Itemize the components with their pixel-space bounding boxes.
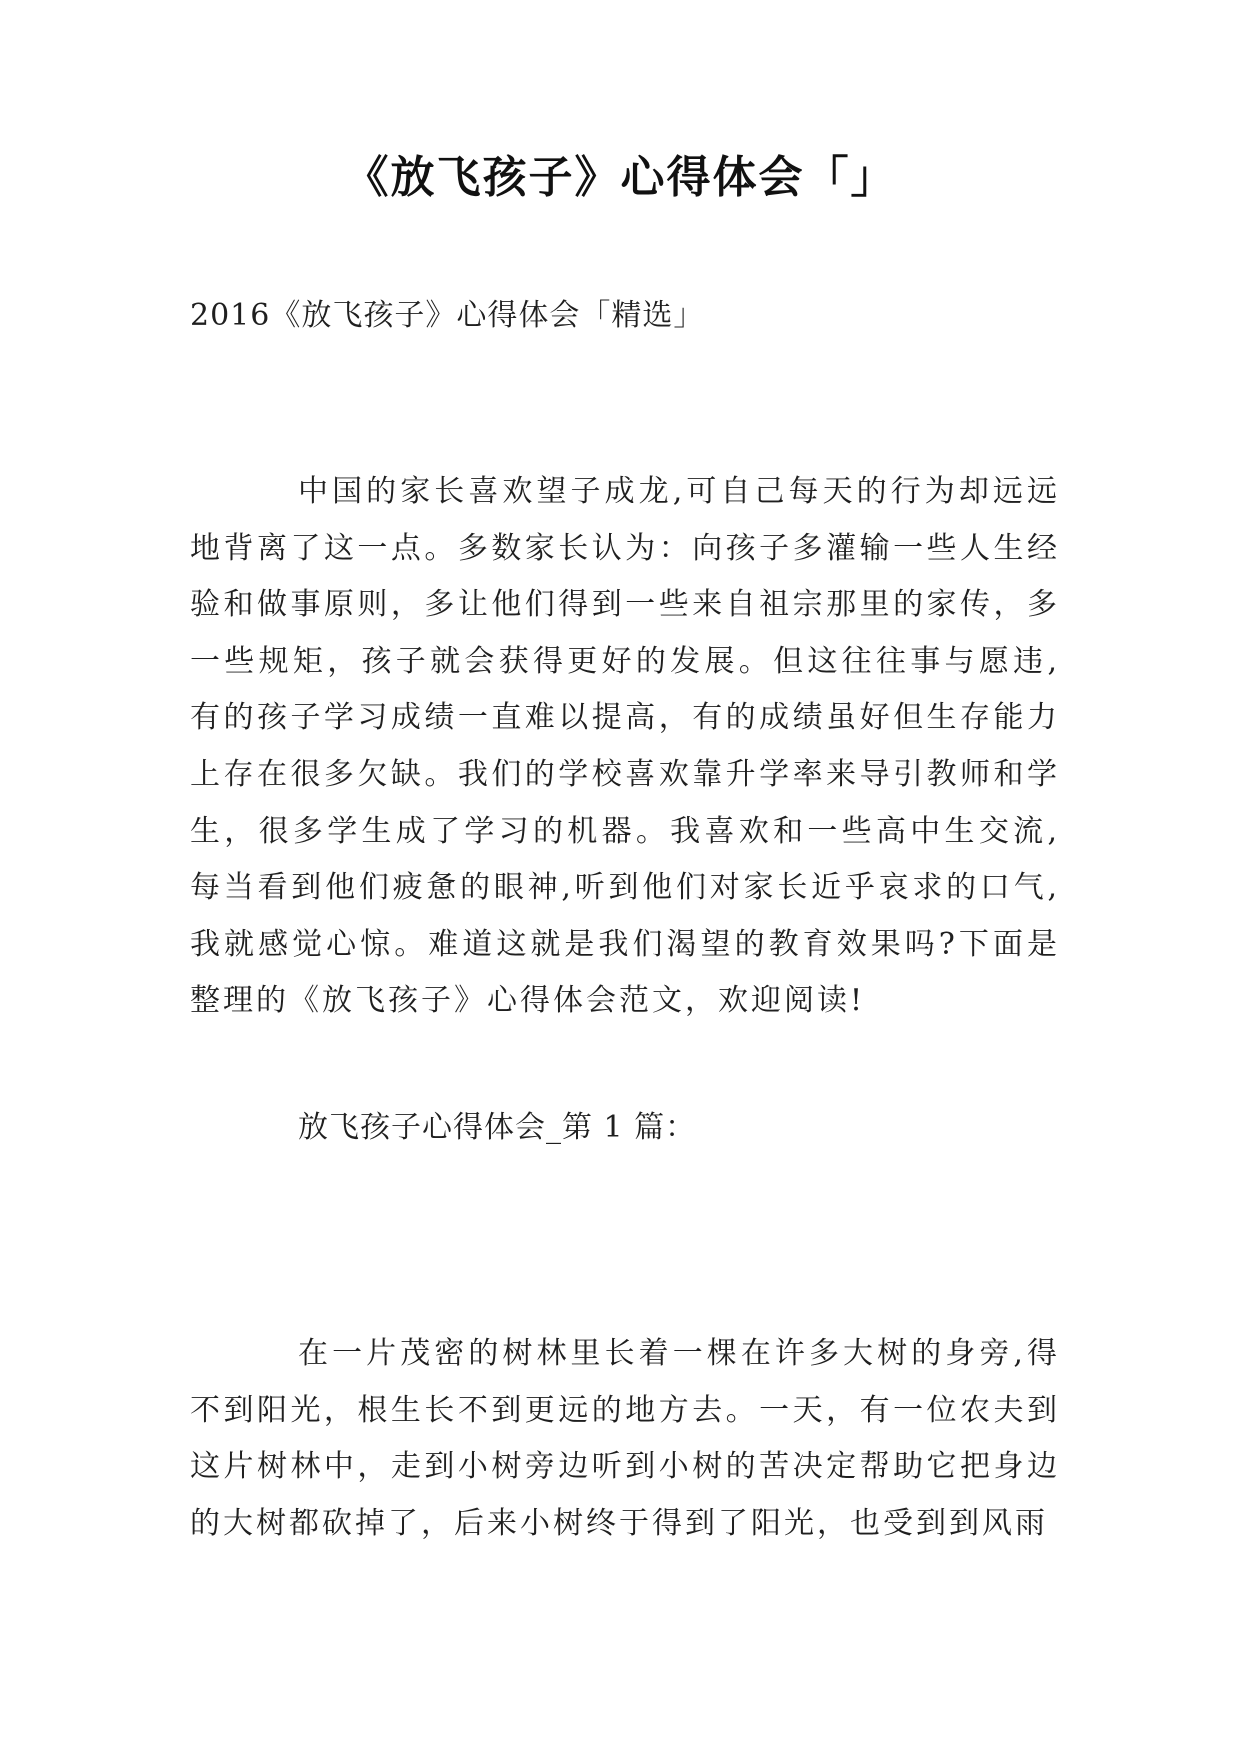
document-title: 《放飞孩子》心得体会「」 xyxy=(344,152,897,203)
intro-paragraph: 中国的家长喜欢望子成龙,可自己每天的行为却远远地背离了这一点。多数家长认为：向孩子多灌输一些人生经验和做事原则，多让他们得到一些来自祖宗那里的家传，多一些规矩，孩子就会获得更好的发展。但这往往事与愿违,有的孩子学习成绩一直难以提高，有的成绩虽好但生存能力上存在很多欠缺。我们的学校喜欢靠升学率来导引教师和学生，很多学生成了学习的机器。我喜欢和一些高中生交流,每当看到他们疲惫的眼神,听到他们对家长近乎哀求的口气,我就感觉心惊。难道这就是我们渴望的教育效果吗?下面是整理的《放飞孩子》心得体会范文，欢迎阅读! xyxy=(190,474,1060,1019)
document-subtitle: 2016《放飞孩子》心得体会「精选」 xyxy=(190,298,705,333)
story-paragraph: 在一片茂密的树林里长着一棵在许多大树的身旁,得不到阳光，根生长不到更远的地方去。一天，有一位农夫到这片树林中，走到小树旁边听到小树的苦决定帮助它把身边的大树都砍掉了，后来小树终于得到了阳光，也受到到风雨 xyxy=(190,1336,1060,1541)
section-heading: 放飞孩子心得体会_第 1 篇： xyxy=(298,1110,697,1145)
